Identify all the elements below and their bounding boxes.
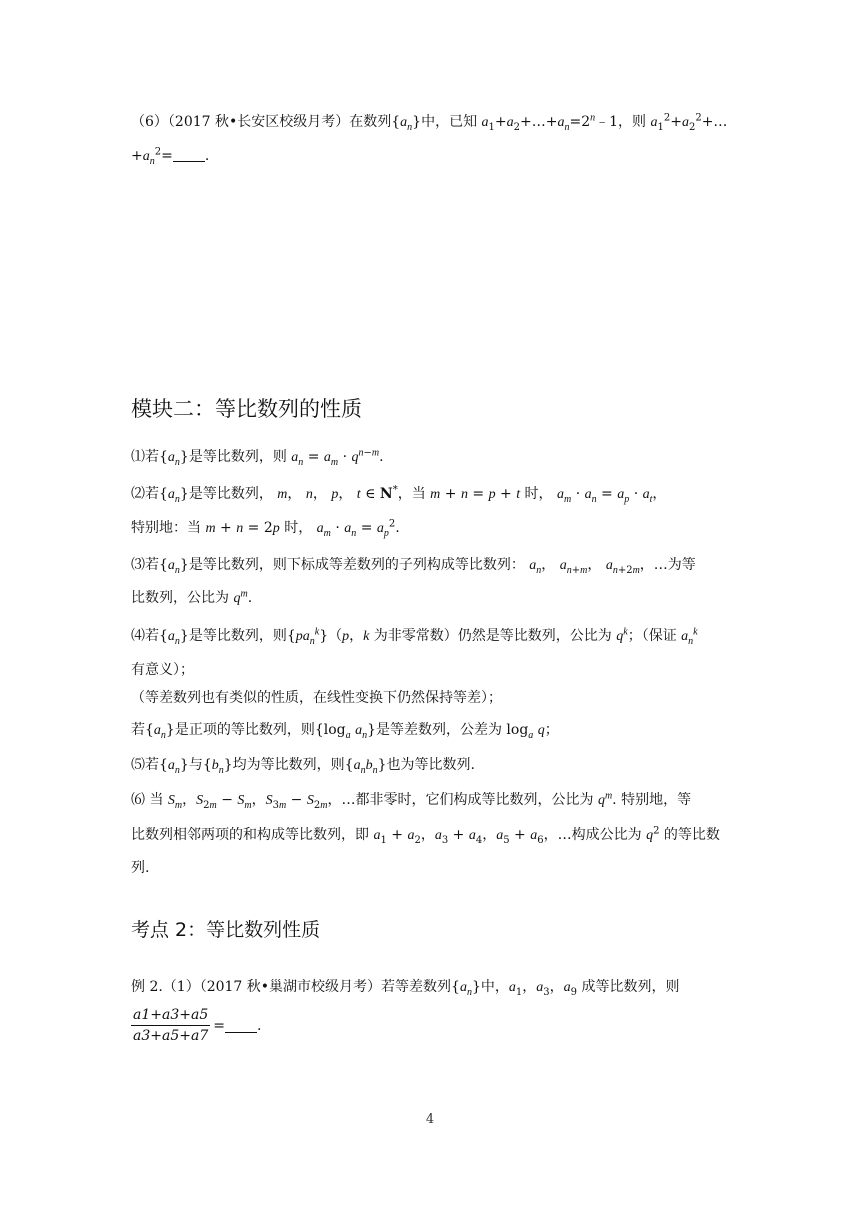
fraction-equals-blank: = .	[213, 1017, 262, 1034]
problem-6-line-1: （6）（2017 秋•长安区校级月考）在数列$\{a_n\}$中，已知 $a_1+a_2+\dots+a_n=2^n﹣1$，则 $a_1^2+a_2^2+\dots$	[131, 112, 728, 133]
property-4-log: 若$\{a_n\}$是正项的等比数列，则{$\log_a$ $a_n$}是等差数列，公差为 $\log_a q$；	[131, 722, 559, 741]
example-2-fraction	[131, 1007, 261, 1044]
property-4-line-1: ⑷若$\{a_n\}$是等比数列，则$\{pa_n^k\}(p$，k 为非零常数）仍然是等比数列，公比为 $q^k$；（保证 $a_n^k$	[131, 626, 698, 647]
fraction-numerator: a1+a3+a5	[131, 1007, 210, 1026]
fraction-denominator: a3+a5+a7	[133, 1028, 209, 1044]
module-2-heading: 模块二：等比数列的性质	[131, 397, 362, 421]
property-6-line-1: ⑹ 当 $S_m$，$S_{2m} - S_m$，$S_{3m} - S_{2m}$，…都非零时，它们构成等比数列，公比为 $q^m$. 特别地，等	[131, 790, 692, 811]
property-3-line-2: 比数列，公比为 $q^m$.	[131, 588, 253, 606]
property-2-line-2: 特别地：当 m + n = 2p 时， $a_m \cdot a_n = a_p^2$.	[131, 518, 400, 539]
kaodian-2-heading: 考点 2：等比数列性质	[131, 919, 321, 941]
answer-blank[interactable]	[225, 1018, 257, 1033]
property-5: ⑸若$\{a_n\}$与$\{b_n\}$均为等比数列，则$\{a_nb_n\}$也为等比数列.	[131, 757, 475, 776]
property-4-note: （等差数列也有类似的性质，在线性变换下仍然保持等差）；	[131, 690, 502, 706]
answer-blank[interactable]	[173, 147, 205, 162]
property-4-line-2: 有意义）；	[131, 662, 194, 678]
property-3-line-1: ⑶若$\{a_n\}$是等比数列，则下标成等差数列的子列构成等比数列： $a_n$， $a_{n+m}$， $a_{n+2m}$，…为等	[131, 557, 696, 576]
property-2-line-1: ⑵若$\{a_n\}$是等比数列， m， n， p， t ∈ N*，当 m + n = p + t 时， $a_m \cdot a_n = a_p \cdot a_t$，	[131, 484, 667, 505]
example-2-line: 例 2.（1）（2017 秋•巢湖市校级月考）若等差数列$\{a_n\}$中，$a_1$，$a_3$，$a_9$ 成等比数列，则	[131, 979, 680, 998]
fraction	[131, 1007, 210, 1044]
property-6-line-2: 比数列相邻两项的和构成等比数列，即 $a_1 + a_2$，$a_3 + a_4$，$a_5 + a_6$，…构成公比为 $q^2$ 的等比数	[131, 825, 720, 846]
problem-6-line-2: $+a_n^2=$ .	[131, 146, 210, 167]
property-1: ⑴若$\{a_n\}$是等比数列，则 $a_n = a_m \cdot q^{n-m}$.	[131, 447, 384, 468]
page-number: 4	[425, 1112, 435, 1127]
property-6-line-3: 列.	[131, 860, 150, 876]
